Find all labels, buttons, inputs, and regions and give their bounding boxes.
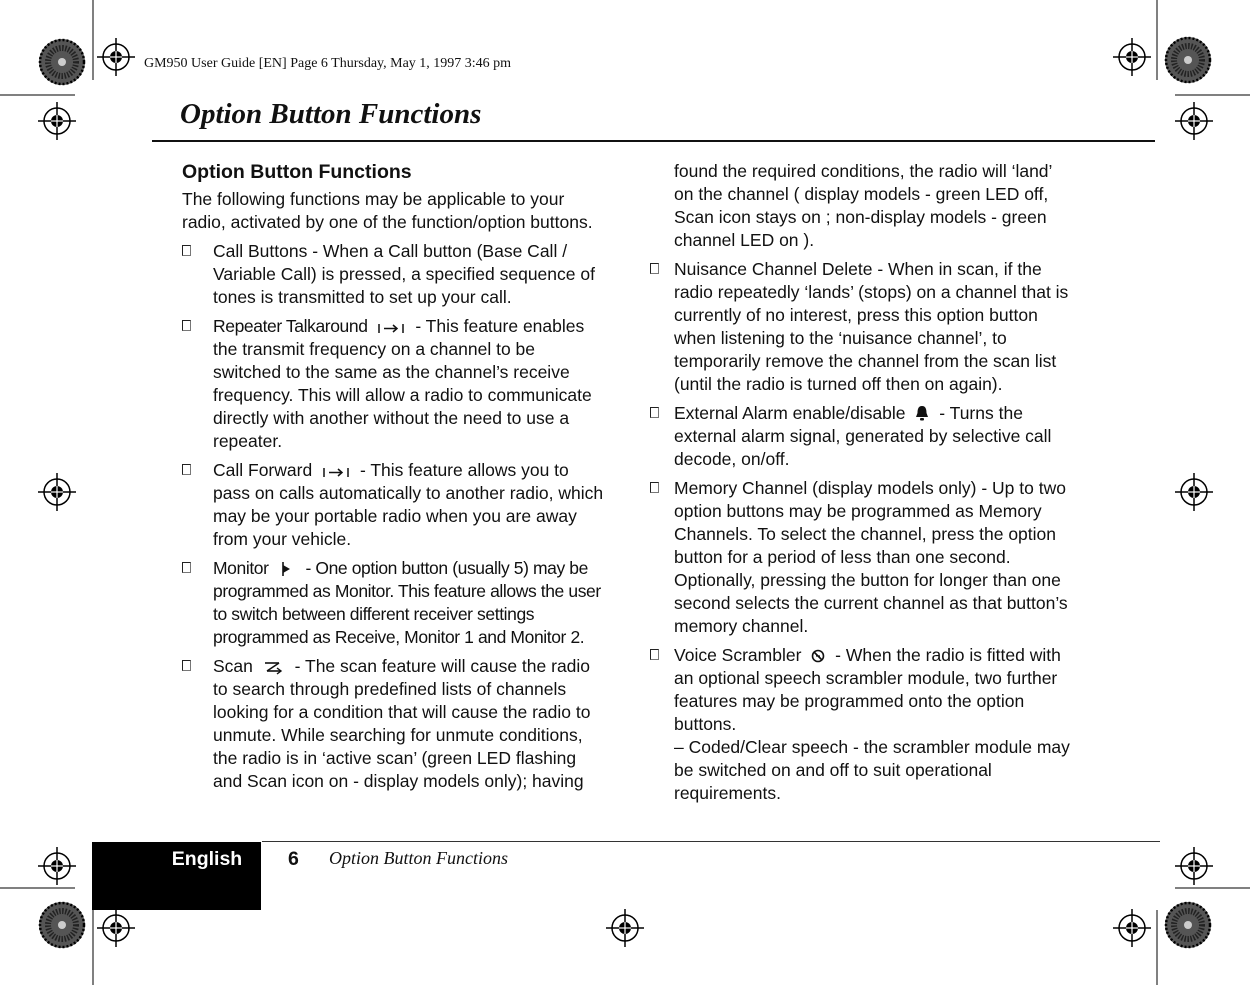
left-column: [182, 160, 606, 799]
alarm-bell-icon: [914, 404, 930, 422]
print-slug: GM950 User Guide [EN] Page 6 Thursday, May 1, 1997 3:46 pm: [144, 56, 512, 71]
section-intro: The following functions may be applicable to your radio, activated by one of the function/option buttons.: [182, 189, 593, 232]
footer-title: Option Button Functions: [329, 848, 508, 868]
checkbox-bullet-icon: [182, 245, 191, 256]
call-forward-icon: [321, 465, 351, 479]
list-item-monitor: [182, 557, 606, 649]
right-column: [650, 160, 1070, 811]
list-item-external-alarm: [650, 402, 1070, 471]
list-item-memory-channel: [650, 477, 1070, 638]
item-rest: - Turns the external alarm signal, generated by selective call decode, on/off.: [674, 403, 1052, 469]
list-item-call-forward: [182, 459, 606, 551]
page-number: 6: [288, 848, 299, 870]
list-item-nuisance-channel-delete: [650, 258, 1070, 396]
talkaround-icon: [376, 321, 406, 335]
scrambler-icon: [810, 648, 826, 664]
monitor-icon: [277, 561, 297, 577]
page-title: Option Button Functions: [180, 98, 482, 130]
item-text: Memory Channel (display models only) - Up to two option buttons may be programmed as Memory Channels. To select the channel, press the option button for a period of less than one second. Optionally, pressing the button for longer than one second selects the current channel as that button’s memory channel.: [674, 478, 1068, 636]
item-rest: - When the radio is fitted with an optional speech scrambler module, two further features may be programmed onto the option buttons.: [674, 645, 1061, 734]
item-rest: - The scan feature will cause the radio to search through predefined lists of channels looking for a condition that will cause the radio to unmute. While searching for unmute conditions, the radio is in ‘active scan’ (green LED flashing and Scan icon on - display models only); having: [213, 656, 591, 791]
checkbox-bullet-icon: [182, 562, 191, 573]
checkbox-bullet-icon: [650, 407, 659, 418]
item-subtext: – Coded/Clear speech - the scrambler module may be switched on and off to suit operational requirements.: [674, 737, 1070, 803]
footer-rule: [262, 841, 1160, 842]
header-rule: [152, 140, 1155, 142]
item-lead: Voice Scrambler: [674, 645, 802, 665]
language-tab-wrap: [92, 842, 261, 910]
item-text: Call Buttons - When a Call button (Base Call / Variable Call) is pressed, a specified sequence of tones is transmitted to set up your call.: [213, 241, 595, 307]
list-item-voice-scrambler: [650, 644, 1070, 805]
checkbox-bullet-icon: [182, 660, 191, 671]
item-lead: Repeater Talkaround: [213, 316, 368, 336]
section-heading: Option Button Functions: [182, 161, 412, 183]
item-text: Nuisance Channel Delete - When in scan, if the radio repeatedly ‘lands’ (stops) on a channel that is currently of no interest, press this option button when listening to the ‘nuisance channel’, to temporarily remove the channel from the scan list (until the radio is turned off then on again).: [674, 259, 1069, 394]
item-lead: External Alarm enable/disable: [674, 403, 906, 423]
item-rest: - One option button (usually 5) may be programmed as Monitor. This feature allows the user to switch between different receiver settings programmed as Receive, Monitor 1 and Monitor 2.: [213, 558, 601, 647]
checkbox-bullet-icon: [182, 464, 191, 475]
language-label: English: [171, 848, 243, 870]
scan-continuation: found the required conditions, the radio will ‘land’ on the channel ( display models - green LED off, Scan icon stays on ; non-display models - green channel LED on ).: [674, 161, 1052, 250]
checkbox-bullet-icon: [650, 263, 659, 274]
scan-icon: [262, 659, 286, 675]
checkbox-bullet-icon: [182, 320, 191, 331]
item-lead: Call Forward: [213, 460, 313, 480]
item-lead: Monitor: [213, 558, 269, 578]
list-item-repeater-talkaround: [182, 315, 606, 453]
item-rest: - This feature enables the transmit frequency on a channel to be switched to the same as the channel’s receive frequency. This will allow a radio to communicate directly with another without the need to use a repeater.: [213, 316, 592, 451]
checkbox-bullet-icon: [650, 482, 659, 493]
item-rest: - This feature allows you to pass on calls automatically to another radio, which may be your portable radio when you are away from your vehicle.: [213, 460, 604, 549]
list-item-scan: [182, 655, 606, 793]
list-item-call-buttons: [182, 240, 606, 309]
checkbox-bullet-icon: [650, 649, 659, 660]
item-lead: Scan: [213, 656, 253, 676]
